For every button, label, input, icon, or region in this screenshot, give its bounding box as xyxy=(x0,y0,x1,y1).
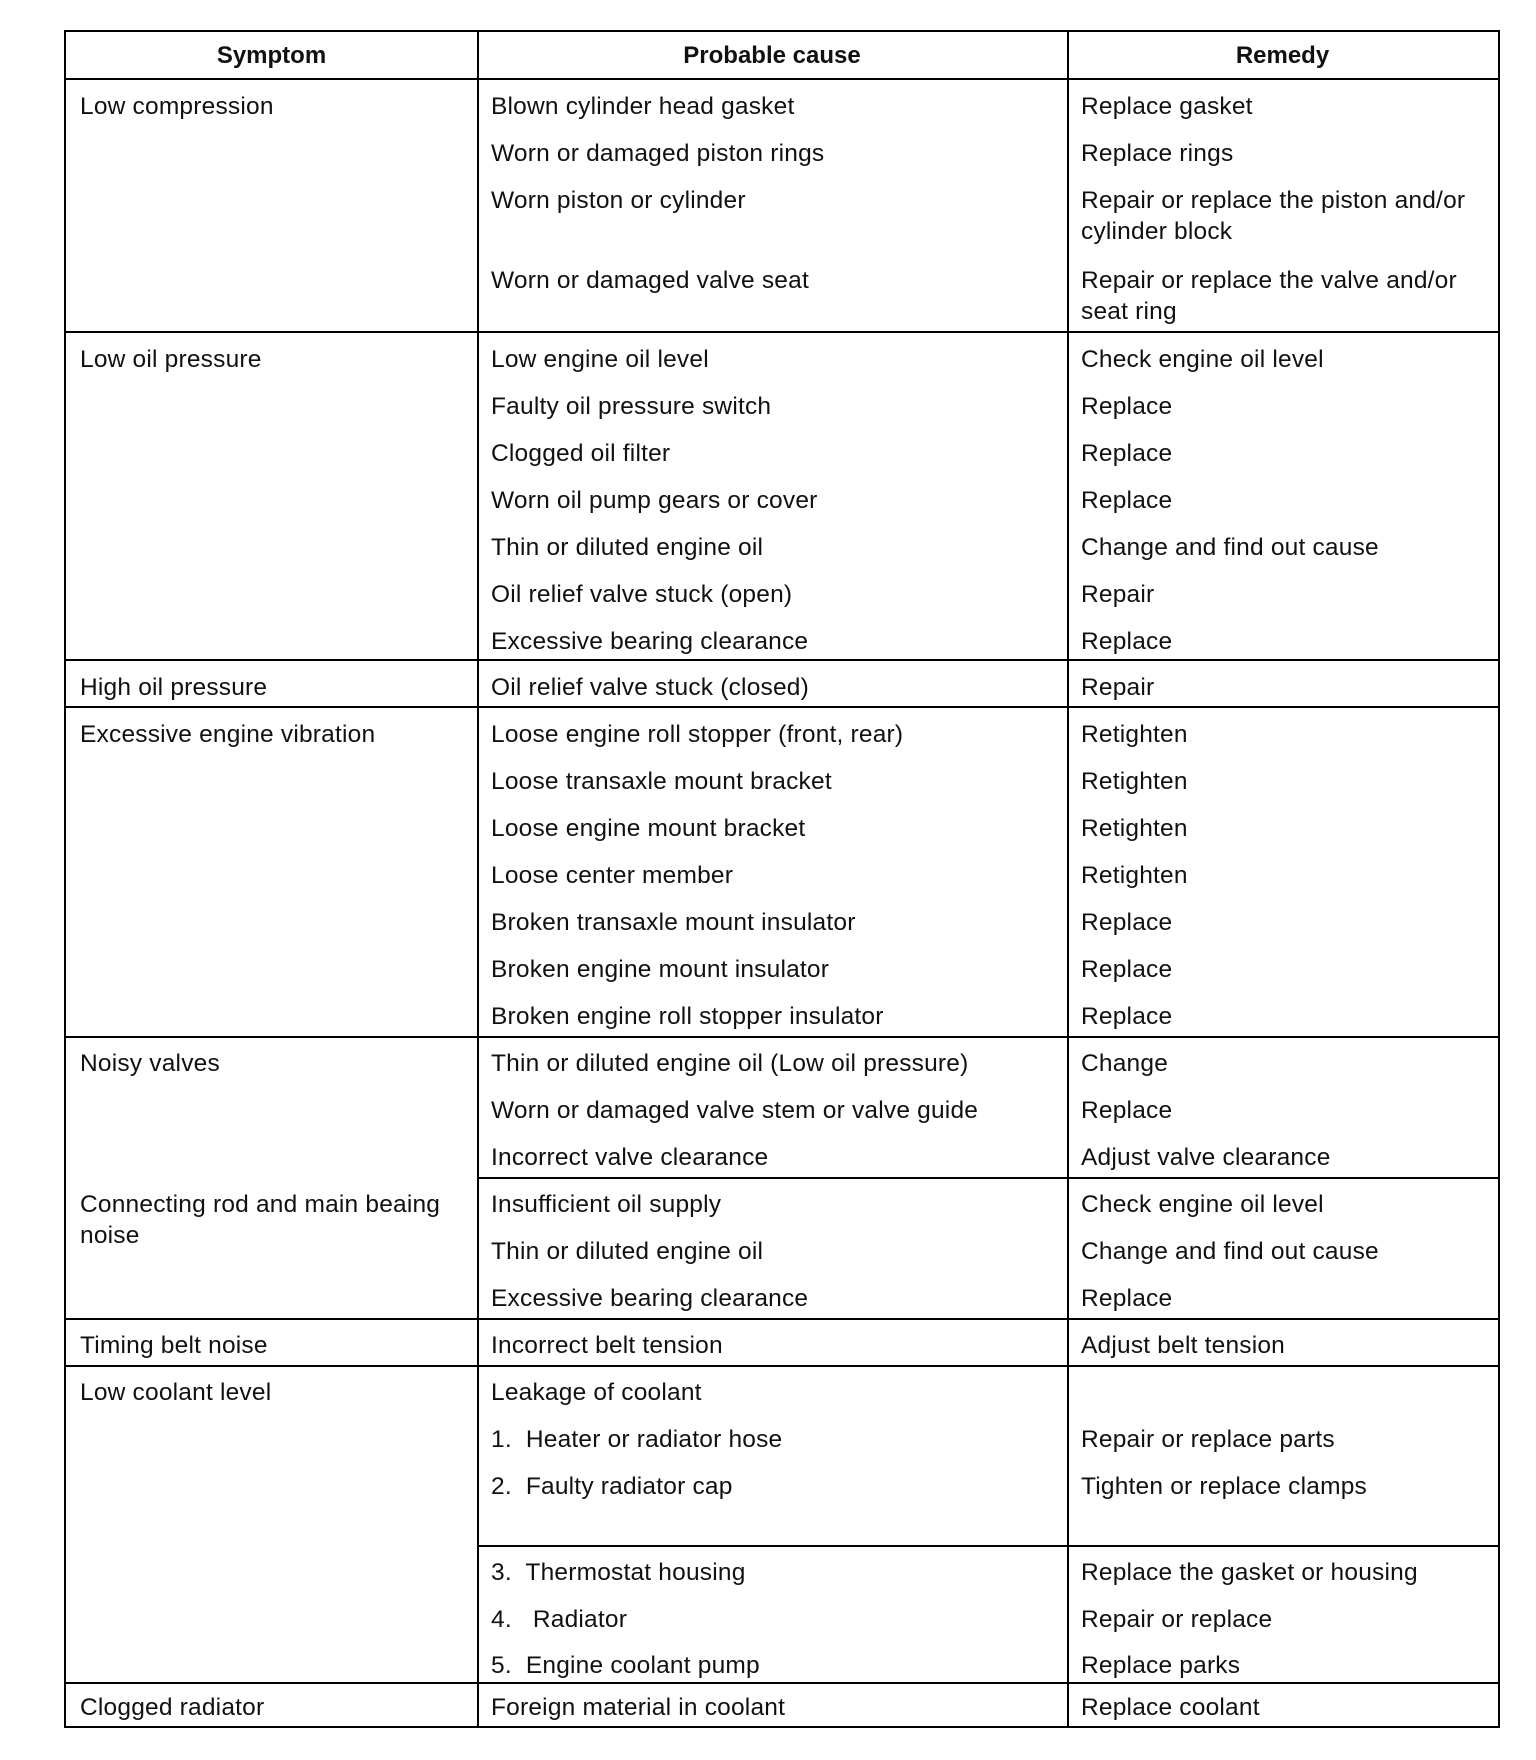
remedy-cell: Repair or replace xyxy=(1081,1606,1273,1633)
remedy-cell: Retighten xyxy=(1081,862,1188,889)
symptom-cell: Noisy valves xyxy=(80,1050,220,1077)
cause-cell: Worn or damaged piston rings xyxy=(491,140,825,167)
cause-cell: Leakage of coolant xyxy=(491,1379,702,1406)
column-divider xyxy=(1067,32,1069,1726)
cause-cell: 1. Heater or radiator hose xyxy=(491,1426,783,1453)
remedy-cell: Repair or replace the piston and/or cylinder block xyxy=(1081,187,1466,245)
symptom-cell: High oil pressure xyxy=(80,674,268,701)
remedy-cell: Retighten xyxy=(1081,815,1188,842)
remedy-cell: Replace xyxy=(1081,1097,1173,1124)
header-remedy: Remedy xyxy=(1235,42,1330,69)
remedy-cell: Change and find out cause xyxy=(1081,1238,1379,1265)
remedy-cell: Replace rings xyxy=(1081,140,1234,167)
remedy-cell: Replace xyxy=(1081,487,1173,514)
row-divider xyxy=(66,659,1498,661)
remedy-cell: Repair or replace the valve and/or seat ring xyxy=(1081,267,1457,325)
cause-cell: Thin or diluted engine oil xyxy=(491,534,764,561)
remedy-cell: Replace xyxy=(1081,393,1173,420)
remedy-cell: Check engine oil level xyxy=(1081,346,1324,373)
remedy-cell: Replace xyxy=(1081,956,1173,983)
symptom-cell: Low compression xyxy=(80,93,274,120)
remedy-cell: Repair or replace parts xyxy=(1081,1426,1335,1453)
cause-cell: Foreign material in coolant xyxy=(491,1694,786,1721)
remedy-cell: Replace gasket xyxy=(1081,93,1253,120)
symptom-cell: Timing belt noise xyxy=(80,1332,268,1359)
cause-cell: Excessive bearing clearance xyxy=(491,628,809,655)
remedy-cell: Replace the gasket or housing xyxy=(1081,1559,1418,1586)
cause-cell: 4. Radiator xyxy=(491,1606,628,1633)
column-divider xyxy=(477,32,479,1726)
cause-cell: Oil relief valve stuck (closed) xyxy=(491,674,809,701)
remedy-cell: Tighten or replace clamps xyxy=(1081,1473,1367,1500)
cause-cell: Loose transaxle mount bracket xyxy=(491,768,832,795)
cause-cell: Worn or damaged valve stem or valve guide xyxy=(491,1097,979,1124)
cause-cell: Excessive bearing clearance xyxy=(491,1285,809,1312)
cause-cell: Worn oil pump gears or cover xyxy=(491,487,818,514)
header-symptom: Symptom xyxy=(216,42,327,69)
cause-cell: 3. Thermostat housing xyxy=(491,1559,746,1586)
troubleshooting-table xyxy=(64,30,1500,1728)
header-divider xyxy=(66,78,1498,80)
row-divider xyxy=(477,1545,1498,1547)
cause-cell: Blown cylinder head gasket xyxy=(491,93,795,120)
cause-cell: 5. Engine coolant pump xyxy=(491,1652,760,1679)
remedy-cell: Replace xyxy=(1081,1003,1173,1030)
remedy-cell: Replace parks xyxy=(1081,1652,1241,1679)
remedy-cell: Retighten xyxy=(1081,721,1188,748)
cause-cell: Low engine oil level xyxy=(491,346,709,373)
remedy-cell: Adjust belt tension xyxy=(1081,1332,1286,1359)
cause-cell: Faulty oil pressure switch xyxy=(491,393,772,420)
remedy-cell: Repair xyxy=(1081,674,1155,701)
cause-cell: 2. Faulty radiator cap xyxy=(491,1473,733,1500)
row-divider xyxy=(66,1682,1498,1684)
cause-cell: Insufficient oil supply xyxy=(491,1191,722,1218)
remedy-cell: Repair xyxy=(1081,581,1155,608)
cause-cell: Broken engine mount insulator xyxy=(491,956,830,983)
symptom-cell: Connecting rod and main beaing noise xyxy=(80,1191,441,1249)
cause-cell: Thin or diluted engine oil (Low oil pressure) xyxy=(491,1050,969,1077)
symptom-cell: Clogged radiator xyxy=(80,1694,265,1721)
header-probable-cause: Probable cause xyxy=(683,42,861,69)
row-divider xyxy=(66,1318,1498,1320)
symptom-cell: Low coolant level xyxy=(80,1379,272,1406)
cause-cell: Worn or damaged valve seat xyxy=(491,267,809,294)
row-divider xyxy=(66,1036,1498,1038)
cause-cell: Incorrect belt tension xyxy=(491,1332,723,1359)
cause-cell: Loose engine mount bracket xyxy=(491,815,806,842)
symptom-cell: Low oil pressure xyxy=(80,346,262,373)
cause-cell: Broken transaxle mount insulator xyxy=(491,909,856,936)
remedy-cell: Replace xyxy=(1081,440,1173,467)
remedy-cell: Adjust valve clearance xyxy=(1081,1144,1331,1171)
cause-cell: Loose engine roll stopper (front, rear) xyxy=(491,721,904,748)
cause-cell: Broken engine roll stopper insulator xyxy=(491,1003,884,1030)
remedy-cell: Replace coolant xyxy=(1081,1694,1260,1721)
row-divider xyxy=(66,1365,1498,1367)
symptom-cell: Excessive engine vibration xyxy=(80,721,376,748)
remedy-cell: Change xyxy=(1081,1050,1169,1077)
cause-cell: Incorrect valve clearance xyxy=(491,1144,769,1171)
remedy-cell: Replace xyxy=(1081,628,1173,655)
cause-cell: Oil relief valve stuck (open) xyxy=(491,581,793,608)
cause-cell: Loose center member xyxy=(491,862,734,889)
remedy-cell: Replace xyxy=(1081,909,1173,936)
cause-cell: Worn piston or cylinder xyxy=(491,187,746,214)
remedy-cell: Change and find out cause xyxy=(1081,534,1379,561)
remedy-cell: Check engine oil level xyxy=(1081,1191,1324,1218)
remedy-cell: Replace xyxy=(1081,1285,1173,1312)
row-divider xyxy=(477,1177,1498,1179)
cause-cell: Thin or diluted engine oil xyxy=(491,1238,764,1265)
row-divider xyxy=(66,706,1498,708)
row-divider xyxy=(66,331,1498,333)
cause-cell: Clogged oil filter xyxy=(491,440,671,467)
remedy-cell: Retighten xyxy=(1081,768,1188,795)
